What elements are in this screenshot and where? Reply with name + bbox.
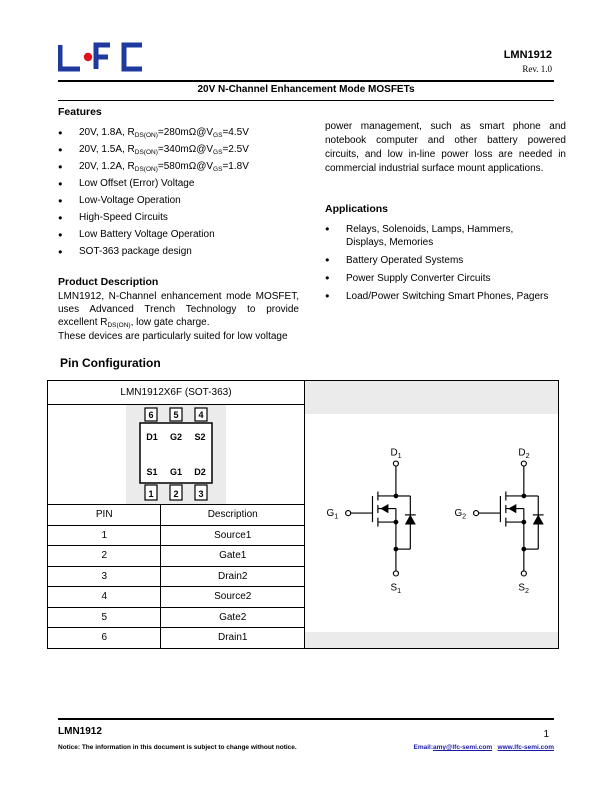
pkg-pin-3: 3 <box>198 489 204 499</box>
footer-links <box>414 744 555 751</box>
table-row: 3 Drain2 <box>48 566 559 587</box>
features-list <box>58 127 318 263</box>
feature-item: ● Low-Voltage Operation <box>58 195 318 212</box>
mosfet-2-symbol <box>474 461 544 576</box>
table-row: 6 Drain1 <box>48 628 559 649</box>
applications-heading: Applications <box>325 203 389 215</box>
website-link[interactable]: www.lfc-semi.com <box>497 744 554 751</box>
email-link[interactable]: amy@lfc-semi.com <box>433 744 493 751</box>
table-row: 1 Source1 <box>48 525 559 546</box>
title-divider <box>58 100 554 101</box>
label-d1: $D_1$ <box>390 447 402 461</box>
feature-item: ● Low Offset (Error) Voltage <box>58 178 318 195</box>
product-description-continued: power management, such as smart phone and notebook computer and other battery powered circuits, and low in-line power loss are needed in commercial industrial surface mount applications. <box>325 121 566 174</box>
header-divider <box>58 80 554 82</box>
sot363-package-drawing <box>48 405 304 504</box>
label-g2: $G_2$ <box>454 508 467 521</box>
document-title: 20V N-Channel Enhancement Mode MOSFETs <box>197 84 415 95</box>
pkg-pin-5: 5 <box>173 410 179 420</box>
table-row: 5 Gate2 <box>48 607 559 628</box>
header-revision: Rev. 1.0 <box>522 64 552 74</box>
feature-item: ● 20V, 1.2A, $R_{DS(ON)}=580m\Omega@V_{GS}=1.8V$ <box>58 161 318 178</box>
mosfet-schematic <box>305 414 558 632</box>
label-s1: $S_1$ <box>390 582 402 596</box>
pkg-label-g1: G1 <box>169 467 183 477</box>
feature-item: ● SOT-363 package design <box>58 246 318 263</box>
table-row: 4 Source2 <box>48 587 559 608</box>
pkg-label-d2: D2 <box>194 467 206 477</box>
pin-configuration-heading: Pin Configuration <box>60 356 161 370</box>
pin-configuration-table <box>47 380 559 649</box>
application-item: ● Power Supply Converter Circuits <box>325 272 566 285</box>
pkg-pin-6: 6 <box>148 410 154 420</box>
feature-item: ● 20V, 1.8A, $R_{DS(ON)}=280m\Omega@V_{GS}=4.5V$ <box>58 127 318 144</box>
footer-part-number: LMN1912 <box>58 726 102 737</box>
pkg-label-s2: S2 <box>194 432 206 442</box>
page-number: 1 <box>543 729 549 740</box>
feature-item: ● High-Speed Circuits <box>58 212 318 229</box>
package-name: LMN1912X6F (SOT-363) <box>48 381 305 405</box>
application-item: ● Battery Operated Systems <box>325 254 566 267</box>
application-item: ● Load/Power Switching Smart Phones, Pagers <box>325 290 566 303</box>
pkg-pin-2: 2 <box>173 489 179 499</box>
package-drawing-cell <box>48 405 305 505</box>
product-description-text: LMN1912, N-Channel enhancement mode MOSFET, uses Advanced Trench Technology to provide excellent $R_{DS(ON)}$, low gate charge. These devices are particularly suited for low voltage <box>58 291 299 342</box>
feature-item: ● 20V, 1.5A, $R_{DS(ON)}=340m\Omega@V_{GS}=2.5V$ <box>58 144 318 161</box>
application-item: ● Relays, Solenoids, Lamps, Hammers, Displays, Memories <box>325 223 526 249</box>
mosfet-1-symbol <box>346 461 416 576</box>
pkg-label-s1: S1 <box>146 467 158 477</box>
label-s2: $S_2$ <box>518 582 530 596</box>
email-label: Email: <box>413 744 434 751</box>
pkg-label-d1: D1 <box>146 432 158 442</box>
header-part-number: LMN1912 <box>503 49 552 61</box>
table-row: 2 Gate1 <box>48 546 559 567</box>
features-heading: Features <box>58 106 102 118</box>
label-d2: $D_2$ <box>518 447 530 461</box>
pkg-pin-1: 1 <box>148 489 154 499</box>
feature-item: ● Low Battery Voltage Operation <box>58 229 318 246</box>
lfc-logo <box>58 42 144 72</box>
pkg-pin-4: 4 <box>198 410 204 420</box>
column-header-pin: PIN <box>48 505 161 526</box>
pkg-label-g2: G2 <box>169 432 183 442</box>
footer-divider <box>58 718 554 720</box>
footer-notice: Notice: The information in this document is subject to change without notice. <box>58 744 297 751</box>
product-description-heading: Product Description <box>58 276 159 288</box>
label-g1: $G_1$ <box>326 508 339 521</box>
applications-list <box>325 223 566 308</box>
column-header-description: Description <box>161 505 305 526</box>
schematic-cell <box>305 381 559 649</box>
